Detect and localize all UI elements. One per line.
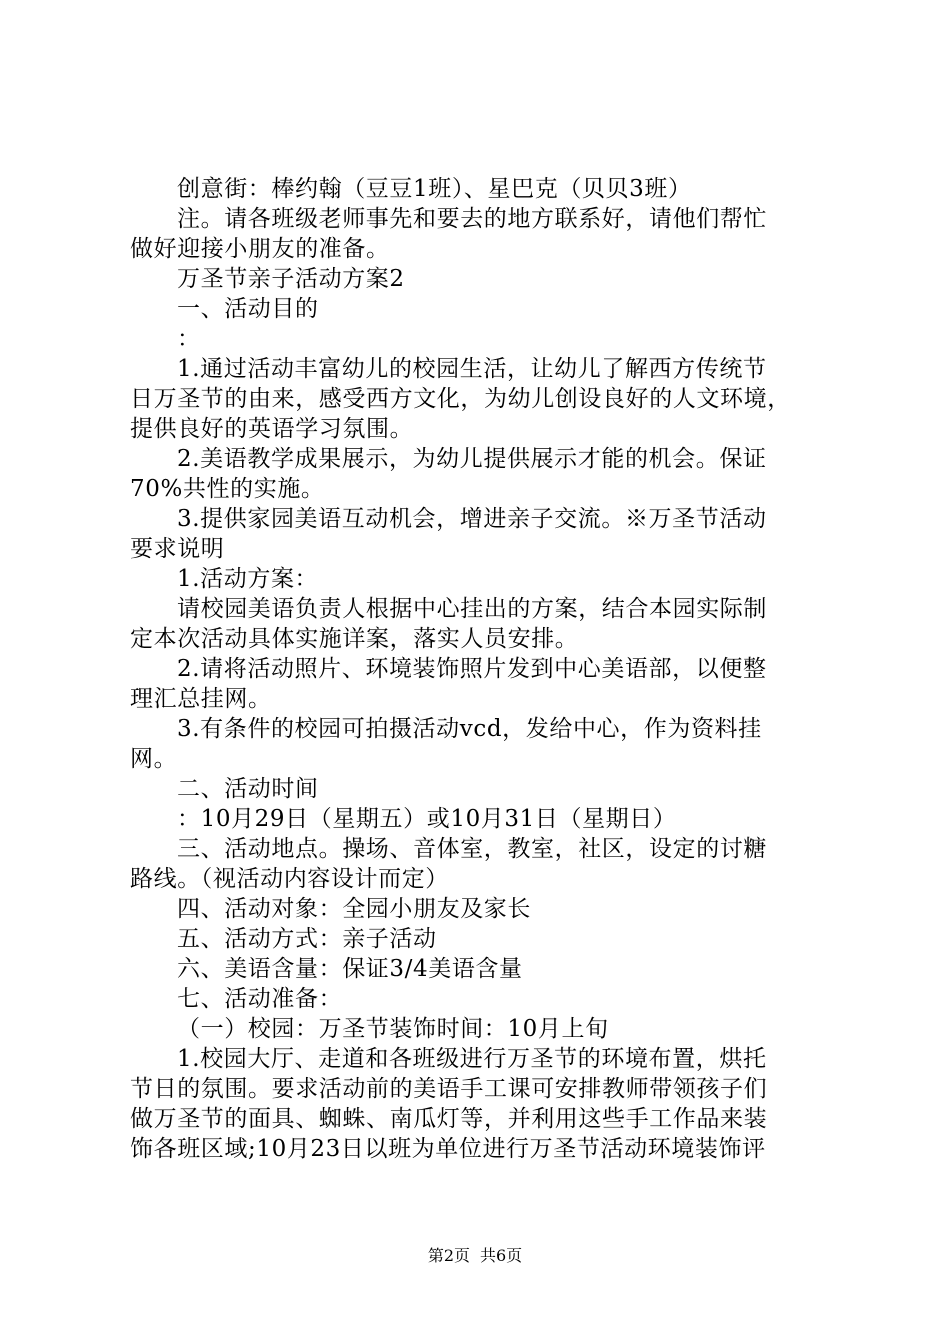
text-line: 1.校园大厅、走道和各班级进行万圣节的环境布置，烘托 xyxy=(177,1046,767,1072)
text-line: 3.提供家园美语互动机会，增进亲子交流。※万圣节活动 xyxy=(177,506,767,532)
text-line: 2.美语教学成果展示，为幼儿提供展示才能的机会。保证 xyxy=(177,446,767,472)
text-line: 3.有条件的校园可拍摄活动vcd，发给中心，作为资料挂 xyxy=(177,716,762,742)
text-line: 定本次活动具体实施详案，落实人员安排。 xyxy=(130,626,579,652)
text-line: 创意街：棒约翰（豆豆1班）、星巴克（贝贝3班） xyxy=(177,176,692,202)
text-line: 1.活动方案： xyxy=(177,566,319,592)
text-line: 七、活动准备： xyxy=(177,986,343,1012)
page-number: 第2页 xyxy=(427,1246,470,1265)
text-line: 注。请各班级老师事先和要去的地方联系好，请他们帮忙 xyxy=(177,206,767,232)
text-line: 网。 xyxy=(130,746,178,772)
document-body xyxy=(130,174,830,1164)
text-line: 三、活动地点。操场、音体室，教室，社区，设定的讨糖 xyxy=(177,836,767,862)
text-line: 提供良好的英语学习氛围。 xyxy=(130,416,414,442)
text-line: 二、活动时间 xyxy=(177,776,319,802)
text-line: 饰各班区域;10月23日以班为单位进行万圣节活动环境装饰评 xyxy=(130,1136,766,1162)
text-line: 节日的氛围。要求活动前的美语手工课可安排教师带领孩子们 xyxy=(130,1076,768,1102)
text-line: 路线。（视活动内容设计而定） xyxy=(130,866,449,892)
text-line: ： xyxy=(177,326,201,352)
text-line: 要求说明 xyxy=(130,536,225,562)
text-line: 日万圣节的由来，感受西方文化，为幼儿创设良好的人文环境， xyxy=(130,386,791,412)
text-line: 理汇总挂网。 xyxy=(130,686,272,712)
text-line: 六、美语含量：保证3/4美语含量 xyxy=(177,956,523,982)
text-line: 1.通过活动丰富幼儿的校园生活，让幼儿了解西方传统节 xyxy=(177,356,767,382)
page-total: 共6页 xyxy=(480,1246,523,1265)
text-line: （一）校园：万圣节装饰时间：10月上旬 xyxy=(177,1016,609,1042)
text-line: 2.请将活动照片、环境装饰照片发到中心美语部，以便整 xyxy=(177,656,767,682)
text-line: 一、活动目的 xyxy=(177,296,319,322)
text-line: 做万圣节的面具、蜘蛛、南瓜灯等，并利用这些手工作品来装 xyxy=(130,1106,768,1132)
text-line: ：10月29日（星期五）或10月31日（星期日） xyxy=(177,806,677,832)
text-line: 五、活动方式：亲子活动 xyxy=(177,926,437,952)
text-line: 做好迎接小朋友的准备。 xyxy=(130,236,390,262)
page-footer xyxy=(0,1246,950,1266)
text-line: 万圣节亲子活动方案2 xyxy=(177,266,405,292)
text-line: 请校园美语负责人根据中心挂出的方案，结合本园实际制 xyxy=(177,596,767,622)
text-line: 四、活动对象：全园小朋友及家长 xyxy=(177,896,531,922)
text-line: 70%共性的实施。 xyxy=(130,476,325,502)
